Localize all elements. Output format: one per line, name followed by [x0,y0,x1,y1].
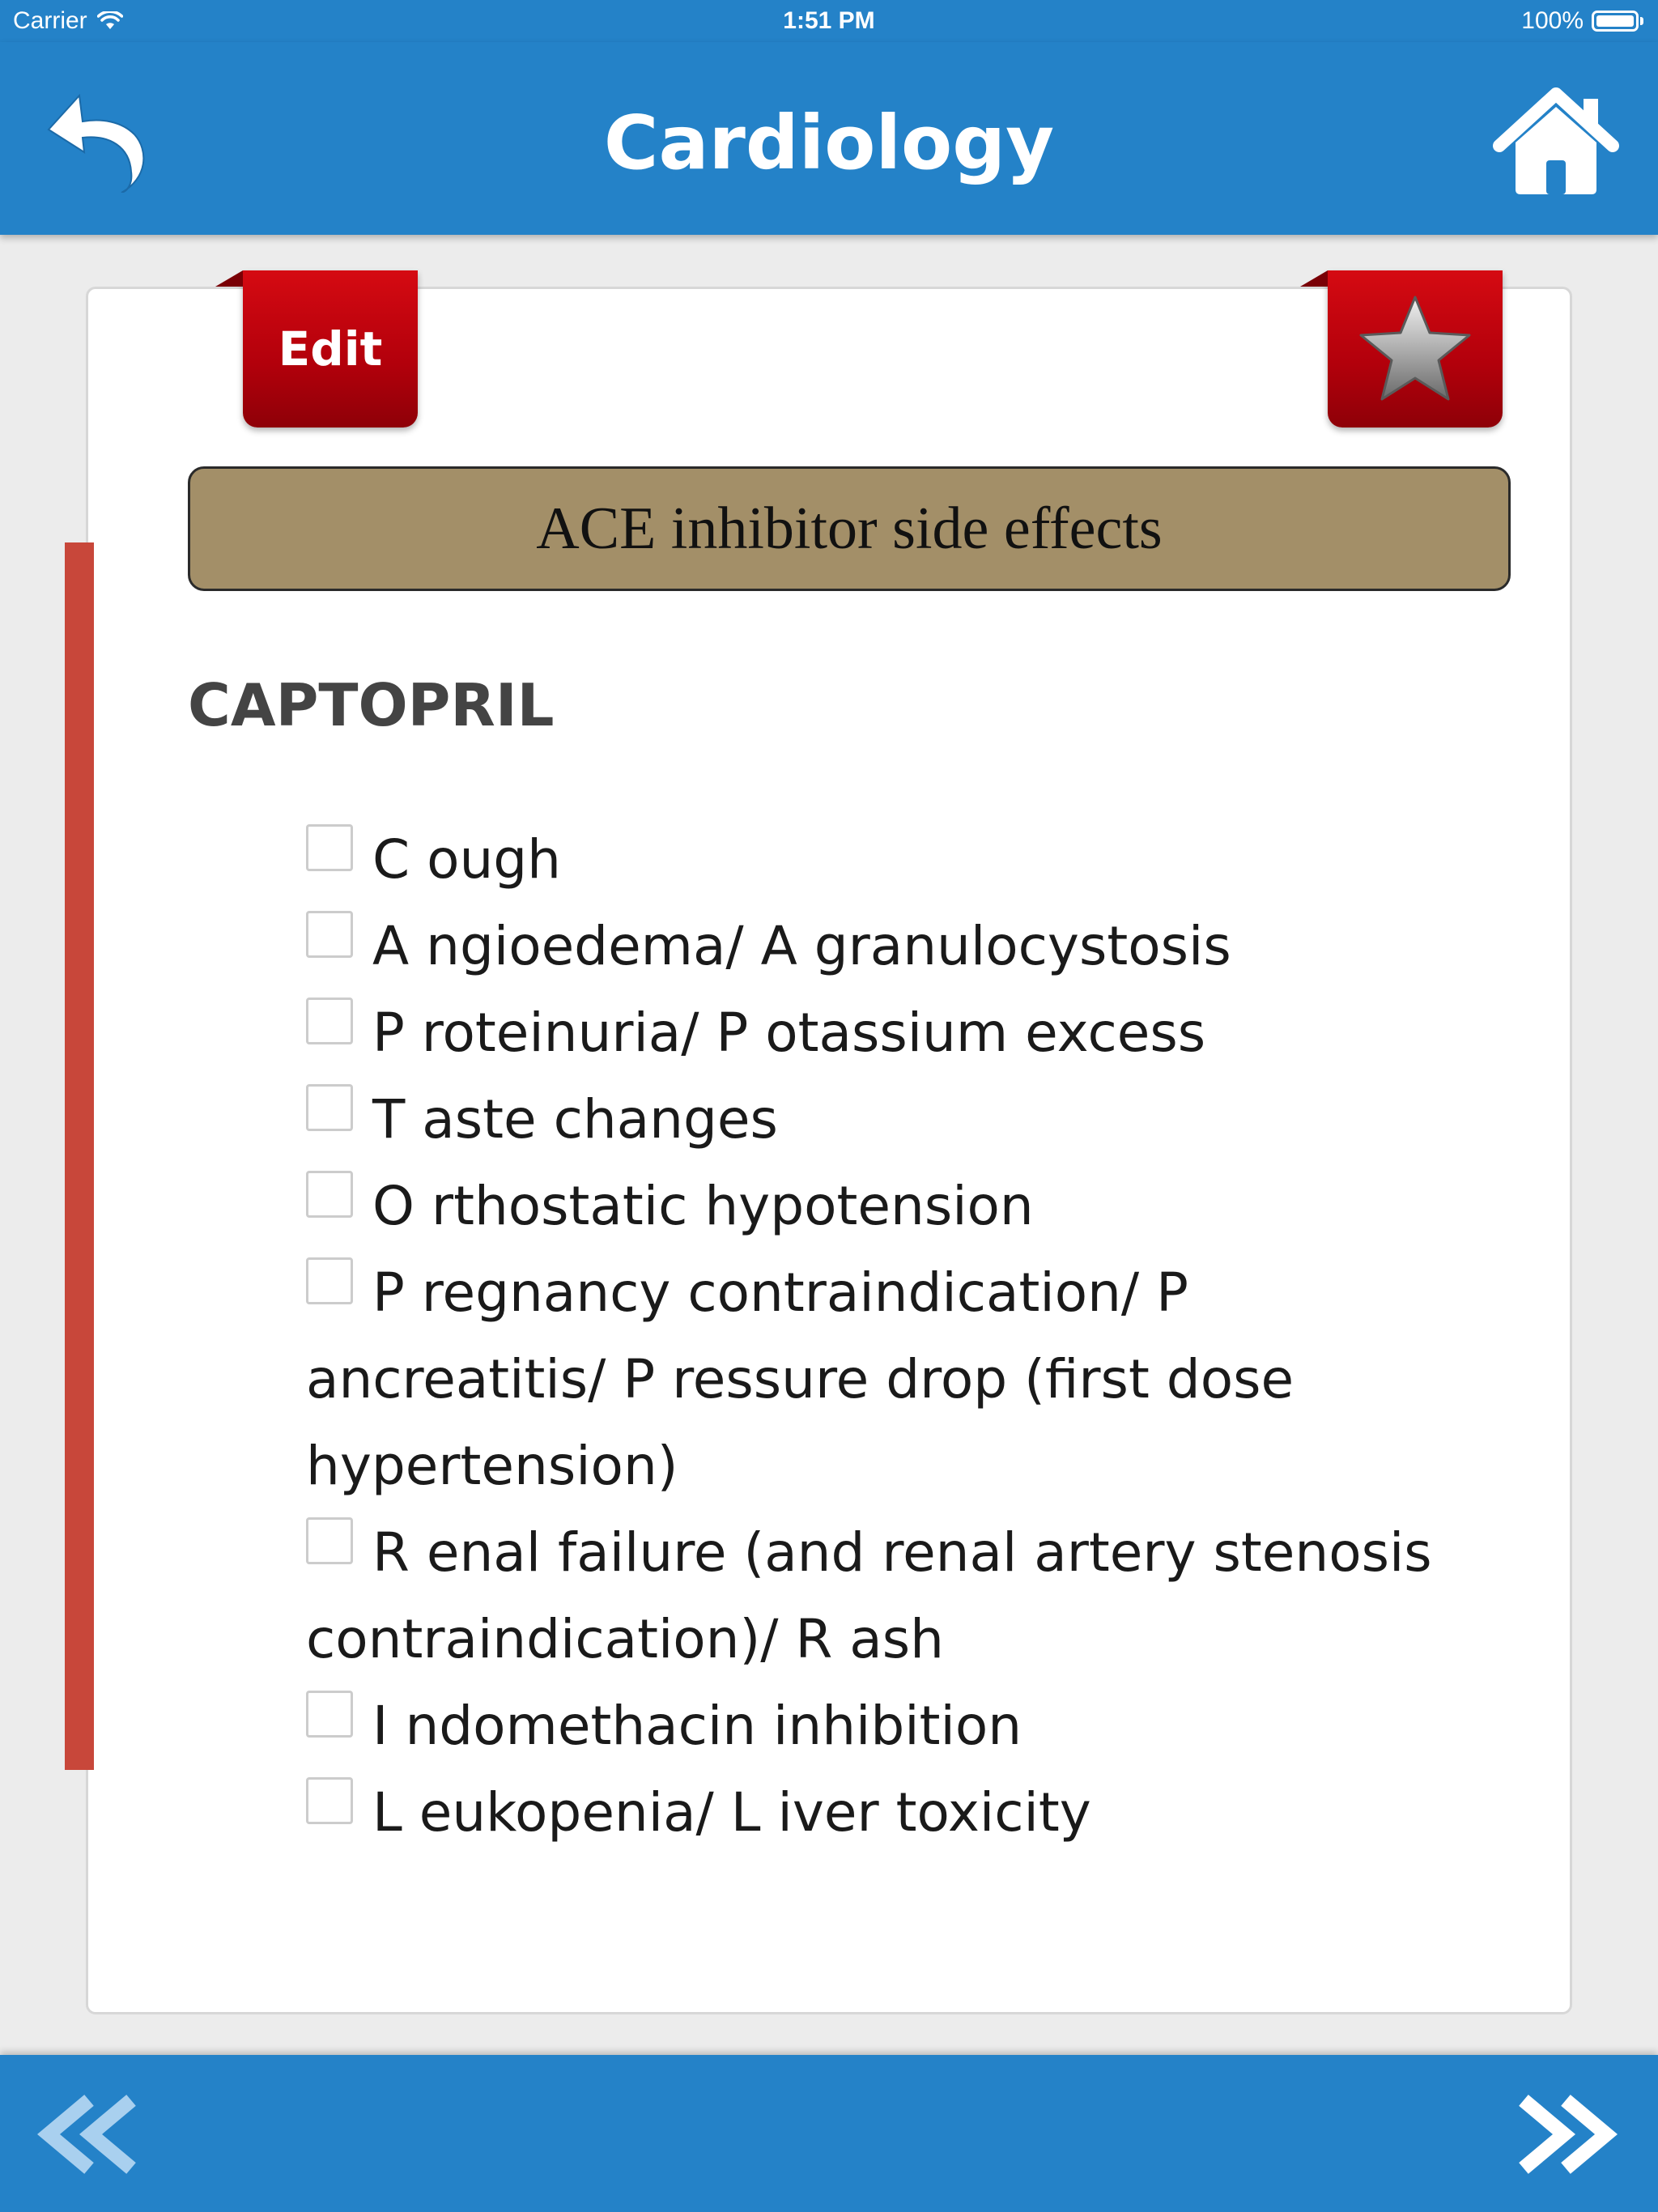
checkbox[interactable] [306,1171,353,1218]
favorite-button[interactable] [1328,270,1503,428]
battery-percent: 100% [1521,7,1584,34]
page-title: Cardiology [603,100,1055,186]
checkbox[interactable] [306,1084,353,1131]
status-bar [0,0,1658,42]
battery-indicator [1521,7,1643,35]
home-icon[interactable] [1493,87,1619,198]
card-title-banner [188,466,1511,591]
carrier-label: Carrier [13,7,87,34]
item-text: C ough [372,828,561,891]
list-item [306,1249,1456,1509]
battery-icon [1592,11,1639,32]
list-item [306,1076,1456,1163]
item-text: A ngioedema/ A granulocystosis [372,915,1231,977]
bottom-toolbar [0,2055,1658,2212]
item-text: O rthostatic hypotension [372,1175,1034,1237]
star-icon [1354,292,1476,406]
list-item [306,903,1456,989]
double-chevron-left-icon[interactable] [32,2094,146,2175]
list-item [306,1769,1456,1856]
item-text: P roteinuria/ P otassium excess [372,1002,1206,1064]
checkbox[interactable] [306,824,353,871]
nav-header [0,42,1658,235]
checkbox[interactable] [306,1517,353,1564]
side-accent-bar [65,542,94,1770]
double-chevron-right-icon[interactable] [1509,2094,1622,2175]
edit-button[interactable] [243,270,418,428]
item-text: P regnancy contraindication/ P ancreatitis/ P ressure drop (first dose hypertension) [306,1261,1295,1497]
checkbox[interactable] [306,998,353,1044]
checkbox[interactable] [306,1691,353,1738]
item-text: L eukopenia/ L iver toxicity [372,1781,1091,1844]
item-text: R enal failure (and renal artery stenosis contraindication)/ R ash [306,1521,1432,1670]
list-item [306,1682,1456,1769]
list-item [306,1163,1456,1249]
checkbox[interactable] [306,911,353,958]
side-effects-checklist [306,816,1456,1856]
item-text: T aste changes [372,1088,778,1151]
edit-label: Edit [278,321,383,376]
item-text: I ndomethacin inhibition [372,1695,1022,1757]
status-time: 1:51 PM [783,7,875,34]
list-item [306,1509,1456,1682]
list-item [306,989,1456,1076]
checkbox[interactable] [306,1777,353,1824]
checkbox[interactable] [306,1257,353,1304]
card-title: ACE inhibitor side effects [536,495,1163,562]
list-item [306,816,1456,903]
drug-heading: CAPTOPRIL [188,671,555,739]
